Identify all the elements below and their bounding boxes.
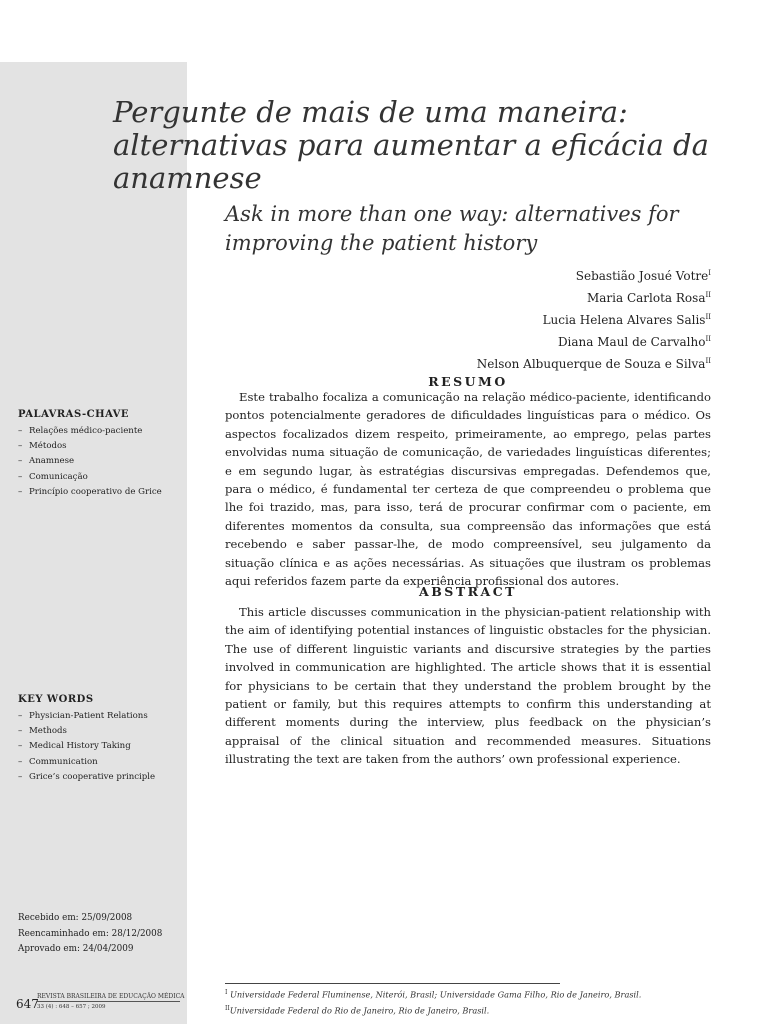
dash-icon: –: [18, 771, 23, 782]
journal-citation: [37, 993, 185, 1010]
author: [477, 264, 711, 286]
dash-icon: –: [18, 741, 23, 752]
page-number: 647: [16, 997, 39, 1011]
author: [477, 308, 711, 330]
keyword-item: [18, 424, 162, 439]
submission-dates: [18, 911, 162, 958]
keyword-item: [18, 454, 162, 469]
keyword-item: [18, 755, 155, 770]
author-name: Maria Carlota Rosa: [586, 291, 706, 305]
footnote: [225, 1002, 641, 1018]
dash-icon: –: [18, 441, 23, 452]
dash-icon: –: [18, 426, 23, 436]
abstract-heading: ABSTRACT: [419, 584, 517, 599]
dash-icon: –: [18, 711, 23, 721]
affiliation-mark: II: [705, 335, 711, 343]
dash-icon: –: [18, 726, 23, 737]
key-words-heading: KEY WORDS: [18, 694, 94, 705]
palavras-chave-heading: PALAVRAS-CHAVE: [18, 409, 129, 420]
keyword-label: Methods: [29, 726, 67, 737]
affiliation-mark: II: [705, 291, 711, 299]
keyword-label: Physician-Patient Relations: [29, 711, 148, 721]
footnote-mark: I: [225, 989, 228, 996]
keyword-item: [18, 470, 162, 485]
dash-icon: –: [18, 456, 23, 467]
author: [477, 352, 711, 374]
footnotes: [225, 986, 641, 1017]
resumo-heading: RESUMO: [428, 374, 508, 389]
author: [477, 330, 711, 352]
footnote-rule: [225, 983, 560, 984]
affiliation-mark: I: [708, 269, 711, 277]
author-name: Nelson Albuquerque de Souza e Silva: [476, 357, 706, 371]
title-line: alternativas para aumentar a eficácia da: [113, 128, 709, 162]
article-title: [113, 95, 709, 195]
author: [477, 286, 711, 308]
keyword-item: [18, 739, 155, 754]
dash-icon: –: [18, 471, 23, 482]
affiliation-mark: II: [705, 357, 711, 365]
subtitle-line: improving the patient history: [225, 231, 538, 255]
abstract-text: This article discusses communication in the physician-patient relationship with the aim of identifying potential instances of linguistic obstacles for the physician. The use of different linguistic variants and discursive strategies by the parties involved in communication are highlighted. The article shows that it is essential for physicians to be certain that they understand the problem brought by the patient or family, but this requires attempts to confirm this understanding at different moments during the interview, plus feedback on the physician’s appraisal of the clinical situation and recommended measures. Situations illustrating the text are taken from the authors’ own professional experience.: [225, 605, 711, 767]
keyword-item: [18, 439, 162, 454]
title-line: anamnese: [113, 161, 262, 195]
keyword-label: Métodos: [29, 441, 67, 452]
subtitle-line: Ask in more than one way: alternatives for: [225, 202, 679, 226]
footnote-mark: II: [225, 1004, 230, 1012]
keyword-label: Relações médico-paciente: [29, 426, 143, 436]
author-name: Lucia Helena Alvares Salis: [542, 313, 706, 327]
affiliation-mark: II: [705, 313, 711, 321]
keyword-item: [18, 770, 155, 785]
resumo-text: Este trabalho focaliza a comunicação na relação médico-paciente, identificando pontos potencialmente geradores de dificuldades linguísticas para o médico. Os aspectos focalizados dizem respeito, primeiramente, ao emprego, pelas partes envolvidas numa situação de comunicação, de variedades linguísticas diferentes; e em segundo lugar, às estratégias discursivas empregadas. Defendemos que, para o médico, é fundamental ter certeza de que compreendeu o problema que lhe foi trazido, mas, para isso, terá de procurar confirmar com o paciente, em diferentes momentos da consulta, sua compreensão das informações que está recebendo e saber passar-lhe, de modo compreensível, seu julgamento da situação clínica e as ações necessárias. As situações que ilustram os problemas aqui referidos fazem parte da experiência profissional dos autores.: [225, 390, 711, 589]
keyword-label: Princípio cooperativo de Grice: [29, 486, 162, 497]
date-received: Recebido em: 25/09/2008: [18, 913, 133, 923]
date-approved: Aprovado em: 24/04/2009: [18, 944, 134, 954]
keyword-item: [18, 724, 155, 739]
author-list: [477, 264, 711, 374]
key-words-list: [18, 709, 155, 785]
keyword-item: [18, 485, 162, 500]
sidebar-panel: [0, 62, 187, 1024]
keyword-label: Comunicação: [29, 471, 88, 482]
keyword-item: [18, 709, 155, 724]
journal-title: REVISTA BRASILEIRA DE EDUCAÇÃO MÉDICA: [37, 993, 185, 1000]
author-name: Diana Maul de Carvalho: [557, 335, 706, 349]
palavras-chave-list: [18, 424, 162, 500]
footnote-text: Universidade Federal do Rio de Janeiro, Rio de Janeiro, Brasil.: [229, 1005, 490, 1016]
date-resubmitted: Reencaminhado em: 28/12/2008: [18, 928, 163, 939]
author-name: Sebastião Josué Votre: [575, 269, 709, 283]
title-line: Pergunte de mais de uma maneira:: [113, 95, 628, 129]
dash-icon: –: [18, 756, 23, 767]
keyword-label: Anamnese: [29, 456, 75, 467]
article-subtitle: [225, 200, 705, 258]
keyword-label: Medical History Taking: [29, 741, 131, 752]
journal-volume: 33 (4) : 648 – 657 ; 2009: [37, 1004, 106, 1010]
keyword-label: Grice’s cooperative principle: [29, 771, 156, 782]
footnote: [225, 986, 641, 1002]
dash-icon: –: [18, 486, 23, 497]
keyword-label: Communication: [29, 756, 98, 767]
footnote-text: Universidade Federal Fluminense, Niterói, Brasil; Universidade Gama Filho, Rio de Janeiro, Brasil.: [229, 989, 642, 1000]
